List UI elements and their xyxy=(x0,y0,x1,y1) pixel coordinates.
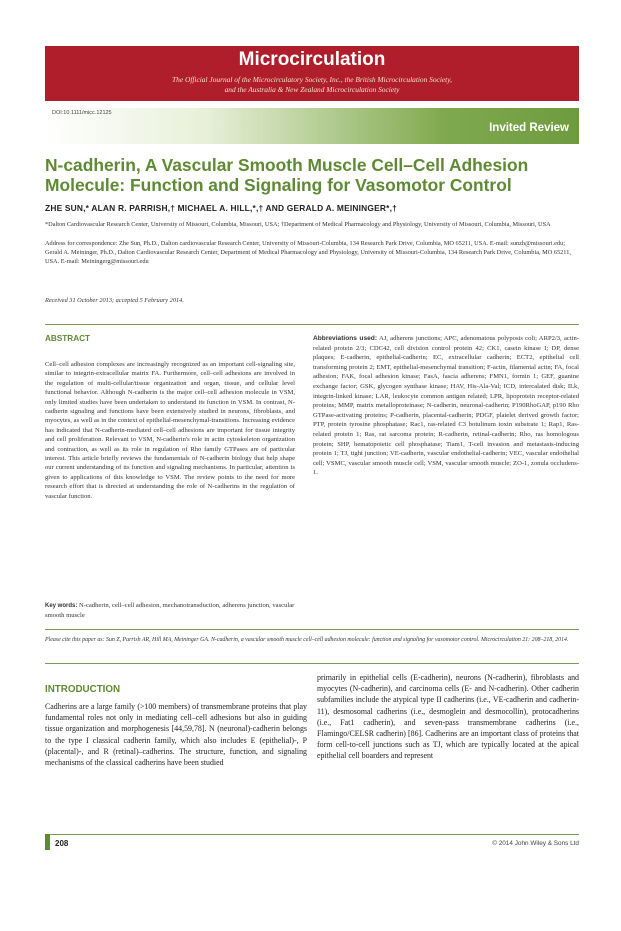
keywords-text: N-cadherin, cell–cell adhesion, mechanotransduction, adherens junction, vascular smooth muscle xyxy=(45,602,295,620)
affiliations: *Dalton Cardiovascular Research Center, University of Missouri, Columbia, Missouri, USA; †Department of Medical Pharmacology and Physiology, University of Missouri, Columbia, Missouri, USA xyxy=(45,221,551,228)
copyright: © 2014 John Wiley & Sons Ltd xyxy=(492,840,579,847)
journal-name: Microcirculation xyxy=(238,49,386,70)
journal-banner xyxy=(45,46,579,101)
received-date: Received 31 October 2013; accepted 5 February 2014. xyxy=(45,297,184,304)
introduction-heading: INTRODUCTION xyxy=(45,684,121,695)
abstract-text: Cell–cell adhesion complexes are increasingly recognized as an important cell-signaling site, similar to integrin-extracellular matrix FA. Furthermore, cell–cell adhesions are involved in the regulation of multi-cellular/tissue organization and organ, tissue, and cellular level functional behavior. Although N-cadherin is the major cell–cell adhesion molecule in VSM, only limited studies have been undertaken to understand its function in VSM. In contrast, N-cadherin signaling and functions have been extensively studied in neurons, fibroblasts, and myocytes, as well as in the context of epithelial-mesenchymal-transitions. Increasing evidence has indicated that N-cadherin-mediated cell–cell adhesions are important for tissue integrity and cell proliferation. Relevant to VSM, N-cadherin's role in actin cytoskeleton organization and contraction, as well as its role in regulation of Rho family GTPases are of particular interest. This article briefly reviews the fundamentals of N-cadherin biology that help shape our current understanding of its function and signaling mechanisms. In particular, attention is given to applications of this knowledge to VSM. The review points to the need for more research effort that is directed at understanding the role of N-cadherins in the regulation of vascular function. xyxy=(45,361,295,500)
abbreviations-label: Abbreviations used: xyxy=(313,335,378,342)
footer-rule xyxy=(45,834,579,835)
journal-subtitle-line2: and the Australia & New Zealand Microcirculation Society xyxy=(224,85,400,94)
correspondence: Address for correspondence: Zhe Sun, Ph.D., Dalton cardiovascular Research Center, University of Missouri-Columbia, 134 Research Park Drive, Columbia, MO 65211, USA. E-mail: sunzh@missouri.edu; Gerald A. Meininger, Ph.D., Dalton Cardiovascular Research Center, Department of Medical Pharmacology and Physiology, University of Missouri-Columbia, 134 Research Park Drive, Columbia, MO 65211, USA. E-mail: Meiningerg@missouri.edu xyxy=(45,240,571,265)
footer-accent xyxy=(45,834,50,850)
citation-note: Please cite this paper as: Sun Z, Parrish AR, Hill MA, Meininger GA. N-cadherin, a vascular smooth muscle cell–cell adhesion molecule: function and signaling for vasomotor control. Microcirculation 21: 208–218, 2014. xyxy=(45,637,569,643)
abbreviations-text: AJ, adherens junctions; APC, adenomatous polyposis coli; ARP2/3, actin-related protein 2/3; CDC42, cell division control protein 42; CK1, casein kinase I; DP, dense plaques; E-cadherin, epithelial-cadherin; EC, extracellular cadherin; ECT2, epithelial cell transforming protein 2; EMT, epithelial-mesenchymal transition; F-actin, filamental actin; FA, focal adhesion; FAK, focal adhesion kinase; FasA, fascia adherens; FMN1, formin 1; GEF, guanine exchange factor; GSK, glycogen synthase kinase; HAV, His-Ala-Val; ICD, intercalated disk; ILk, integrin-linked kinase; LAR, leukocyte common antigen related; LPR, lipoprotein receptor-related proteins; MMP, matrix metalloproteinase; N-cadherin, neuronal-cadherin; P190RhoGAP, p190 Rho GTPase-activating proteins; P-cadherin, placental-cadherin; PDGF, platelet derived growth factor; PTP, protein tyrosine phosphatase; Rac1, ras-related C3 botulinum toxin substrate 1; Rap1, Ras-related protein 1; Ras, rat sarcoma protein; R-cadherin, retinal-cadherin; Rho, ras homologous protein; SHP, hematopoietic cell phosphatase; Tiam1, T-cell invasion and metastasis-inducing protein 1; TJ, tight junction; VE-cadherin, vascular endothelial-cadherin; VEC, vascular endothelial cell; VSMC, vascular smooth muscle cell; VSM, vascular smooth muscle; ZO-1, zonula occludens-1. xyxy=(313,335,579,477)
abstract-heading: ABSTRACT xyxy=(45,334,91,343)
page-number: 208 xyxy=(55,839,69,848)
divider-middle xyxy=(45,629,579,630)
keywords xyxy=(45,601,295,621)
divider-top xyxy=(45,324,579,325)
keywords-label: Key words: xyxy=(45,603,78,609)
author-list: ZHE SUN,* ALAN R. PARRISH,† MICHAEL A. HILL,*,† AND GERALD A. MEININGER*,† xyxy=(45,203,397,213)
doi[interactable]: DOI:10.1111/micc.12125 xyxy=(52,110,112,116)
article-title: N-cadherin, A Vascular Smooth Muscle Cell–Cell Adhesion Molecule: Function and Signaling for Vasomotor Control xyxy=(45,155,529,195)
introduction-left-column: Cadherins are a large family (>100 members) of transmembrane proteins that play fundamental roles not only in mediating cell–cell adhesions but also in guiding tissue organization and morphogenesis [44,59,78]. N (neuronal)-cadherin belongs to the type I classical cadherin family, which also includes E (epithelial)-, P (placental)-, and R (retinal)–cadherins. The structure, function, and signaling mechanisms of the classical cadherins have been studied xyxy=(45,702,307,768)
introduction-right-column: primarily in epithelial cells (E-cadherin), neurons (N-cadherin), fibroblasts and myocytes (N-cadherin), and carcinoma cells (E- and N-cadherin). Other cadherin subfamilies include the atypical type II cadherins (i.e., VE-cadherin and cadherin-11), desmosomal cadherins (i.e., desmoglein and desmocollin), protocadherins (i.e., Fat1 cadherin), and seven-pass transmembrane cadherins (i.e., Flamingo/CELSR cadherin) [86]. Cadherins are an important class of proteins that form cell-to-cell junctions such as TJ, which are typically located at the apical epithelial cell boarders and represent xyxy=(317,673,579,761)
abbreviations xyxy=(313,334,579,478)
section-label: Invited Review xyxy=(489,122,569,134)
journal-subtitle-line1: The Official Journal of the Microcirculatory Society, Inc., the British Microcirculation Society, xyxy=(172,75,452,84)
divider-lower xyxy=(45,663,579,664)
